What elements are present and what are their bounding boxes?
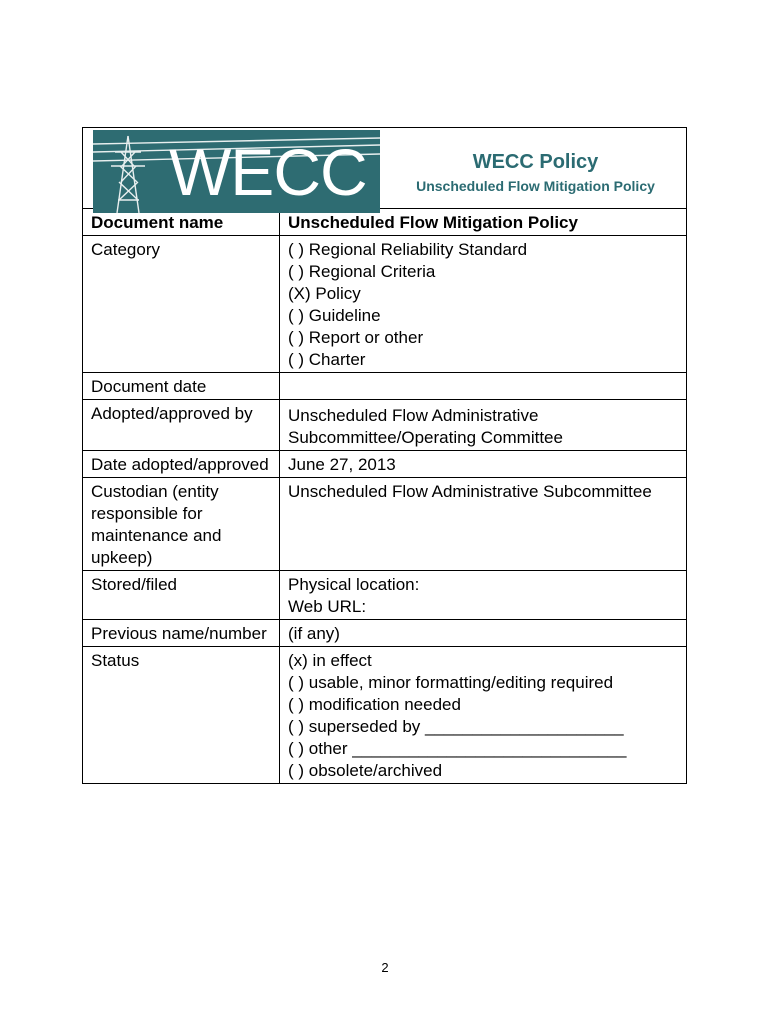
logo-text: WECC: [169, 135, 367, 209]
stored-label: Stored/filed: [83, 571, 280, 620]
status-option: ( ) superseded by _____________________: [288, 717, 624, 736]
custodian-value: Unscheduled Flow Administrative Subcommittee: [280, 478, 687, 571]
category-option: (X) Policy: [288, 284, 361, 303]
adopted-by-line: Subcommittee/Operating Committee: [288, 428, 563, 447]
category-option: ( ) Regional Criteria: [288, 262, 436, 281]
adopted-by-value: [280, 400, 687, 451]
adopted-by-row: [83, 400, 687, 451]
status-option: ( ) modification needed: [288, 695, 461, 714]
adopted-by-line: Unscheduled Flow Administrative: [288, 406, 539, 425]
header-title: WECC Policy: [472, 151, 599, 173]
document-date-row: [83, 373, 687, 400]
category-option: ( ) Charter: [288, 350, 366, 369]
header-row: [83, 128, 687, 209]
date-adopted-row: [83, 451, 687, 478]
adopted-by-label: Adopted/approved by: [83, 400, 280, 451]
custodian-row: [83, 478, 687, 571]
category-option: ( ) Regional Reliability Standard: [288, 240, 528, 259]
category-label: Category: [83, 236, 280, 373]
status-option: ( ) other _____________________________: [288, 739, 627, 758]
document-date-value: [280, 373, 687, 400]
status-options: [280, 647, 687, 784]
header-subtitle: Unscheduled Flow Mitigation Policy: [416, 178, 655, 194]
previous-label: Previous name/number: [83, 620, 280, 647]
date-adopted-value: June 27, 2013: [280, 451, 687, 478]
status-option: ( ) obsolete/archived: [288, 761, 443, 780]
stored-value: [280, 571, 687, 620]
category-options: [280, 236, 687, 373]
document-date-label: Document date: [83, 373, 280, 400]
date-adopted-label: Date adopted/approved: [83, 451, 280, 478]
wecc-logo: [93, 130, 380, 213]
previous-value: (if any): [280, 620, 687, 647]
category-row: [83, 236, 687, 373]
header-cell: [83, 128, 687, 209]
stored-row: [83, 571, 687, 620]
document-name-value: Unscheduled Flow Mitigation Policy: [280, 209, 687, 236]
stored-line: Web URL:: [288, 597, 367, 616]
category-option: ( ) Guideline: [288, 306, 381, 325]
status-option: (x) in effect: [288, 651, 372, 670]
previous-row: [83, 620, 687, 647]
status-label: Status: [83, 647, 280, 784]
page-number: 2: [381, 960, 389, 975]
status-row: [83, 647, 687, 784]
status-option: ( ) usable, minor formatting/editing required: [288, 673, 614, 692]
document-name-label: Document name: [83, 209, 280, 236]
header-title-block: [388, 148, 683, 196]
category-option: ( ) Report or other: [288, 328, 424, 347]
document-info-table: [82, 127, 687, 784]
custodian-label: Custodian (entity responsible for maintenance and upkeep): [83, 478, 280, 571]
stored-line: Physical location:: [288, 575, 420, 594]
